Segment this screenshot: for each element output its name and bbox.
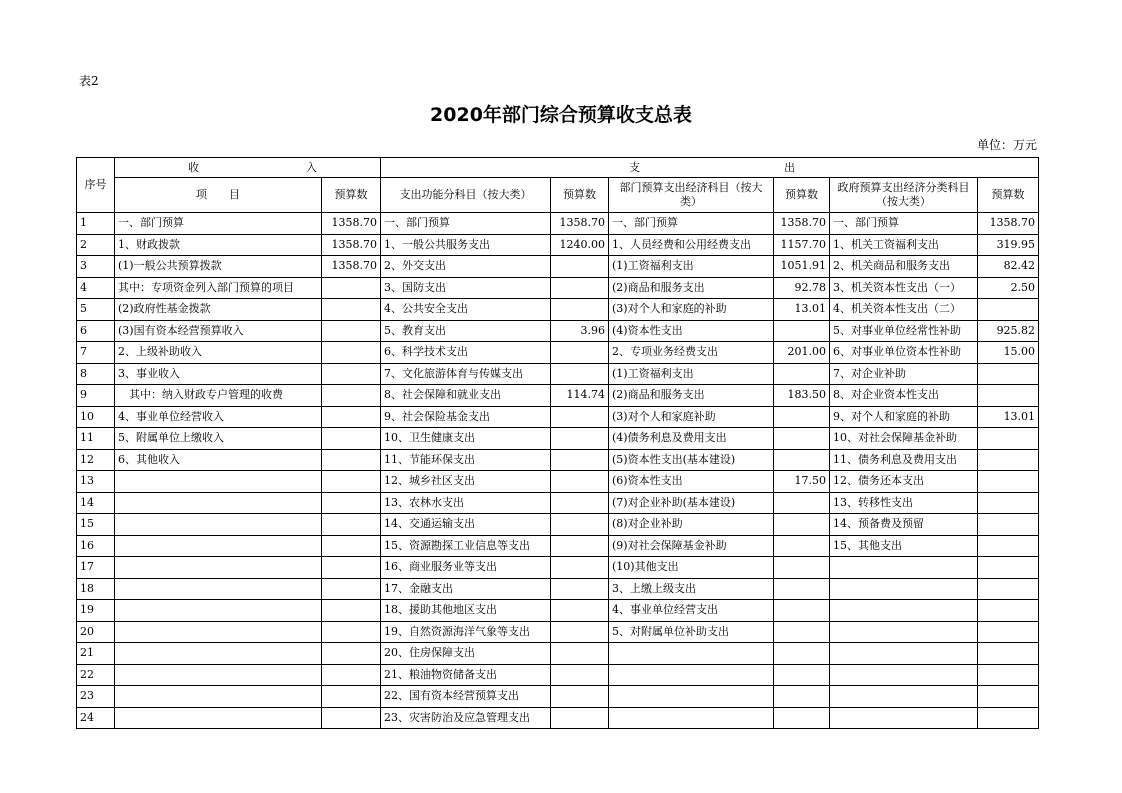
gov-budget-cell (978, 707, 1039, 729)
gov-econ-cell: 2、机关商品和服务支出 (830, 256, 978, 278)
gov-budget-cell (978, 578, 1039, 600)
func-budget-cell (551, 406, 609, 428)
dept-budget-cell (774, 535, 830, 557)
dept-budget-cell (774, 514, 830, 536)
func-budget-cell (551, 277, 609, 299)
seq-cell: 1 (77, 213, 115, 235)
func-budget-cell (551, 428, 609, 450)
income-item-cell: 2、上级补助收入 (115, 342, 322, 364)
gov-budget-cell: 15.00 (978, 342, 1039, 364)
gov-econ-cell (830, 600, 978, 622)
dept-econ-cell: (4)债务利息及费用支出 (609, 428, 774, 450)
income-item-cell: 其中：专项资金列入部门预算的项目 (115, 277, 322, 299)
dept-econ-cell: (10)其他支出 (609, 557, 774, 579)
func-budget-cell: 1240.00 (551, 234, 609, 256)
income-item-cell: 5、附属单位上缴收入 (115, 428, 322, 450)
dept-econ-cell: (5)资本性支出(基本建设) (609, 449, 774, 471)
dept-budget-cell (774, 363, 830, 385)
page-title: 2020年部门综合预算收支总表 (430, 104, 692, 126)
seq-cell: 10 (77, 406, 115, 428)
func-budget-cell (551, 299, 609, 321)
func-class-cell: 15、资源勘探工业信息等支出 (381, 535, 551, 557)
func-class-cell: 1、一般公共服务支出 (381, 234, 551, 256)
header-dept-econ: 部门预算支出经济科目（按大类） (609, 178, 774, 213)
income-budget-cell: 1358.70 (322, 213, 381, 235)
gov-econ-cell: 10、对社会保障基金补助 (830, 428, 978, 450)
income-budget-cell (322, 385, 381, 407)
gov-budget-cell (978, 514, 1039, 536)
income-budget-cell (322, 320, 381, 342)
func-budget-cell (551, 643, 609, 665)
dept-econ-cell: (3)对个人和家庭补助 (609, 406, 774, 428)
income-item-cell: 其中：纳入财政专户管理的收费 (115, 385, 322, 407)
seq-cell: 22 (77, 664, 115, 686)
dept-econ-cell (609, 664, 774, 686)
income-budget-cell (322, 621, 381, 643)
seq-cell: 24 (77, 707, 115, 729)
table-row (77, 299, 1039, 321)
dept-budget-cell (774, 600, 830, 622)
func-budget-cell (551, 363, 609, 385)
income-item-cell (115, 600, 322, 622)
table-row (77, 277, 1039, 299)
table-row (77, 621, 1039, 643)
dept-budget-cell (774, 557, 830, 579)
seq-cell: 2 (77, 234, 115, 256)
income-budget-cell (322, 707, 381, 729)
dept-econ-cell: (6)资本性支出 (609, 471, 774, 493)
seq-cell: 19 (77, 600, 115, 622)
gov-budget-cell: 13.01 (978, 406, 1039, 428)
dept-econ-cell: (2)商品和服务支出 (609, 385, 774, 407)
gov-budget-cell (978, 621, 1039, 643)
table-row (77, 363, 1039, 385)
gov-budget-cell (978, 664, 1039, 686)
dept-budget-cell: 13.01 (774, 299, 830, 321)
table-row (77, 213, 1039, 235)
income-budget-cell (322, 643, 381, 665)
income-item-cell: (1)一般公共预算拨款 (115, 256, 322, 278)
func-budget-cell (551, 707, 609, 729)
income-budget-cell (322, 277, 381, 299)
seq-cell: 13 (77, 471, 115, 493)
table-row (77, 385, 1039, 407)
seq-cell: 9 (77, 385, 115, 407)
gov-econ-cell (830, 664, 978, 686)
dept-budget-cell (774, 643, 830, 665)
func-budget-cell (551, 535, 609, 557)
table-row (77, 514, 1039, 536)
header-seq: 序号 (77, 158, 115, 213)
dept-econ-cell: 3、上缴上级支出 (609, 578, 774, 600)
gov-budget-cell: 319.95 (978, 234, 1039, 256)
seq-cell: 23 (77, 686, 115, 708)
dept-budget-cell: 201.00 (774, 342, 830, 364)
gov-budget-cell (978, 471, 1039, 493)
income-item-cell: (3)国有资本经营预算收入 (115, 320, 322, 342)
income-budget-cell (322, 514, 381, 536)
header-func-class: 支出功能分科目（按大类） (381, 178, 551, 213)
income-budget-cell (322, 535, 381, 557)
gov-budget-cell (978, 643, 1039, 665)
func-budget-cell (551, 471, 609, 493)
seq-cell: 5 (77, 299, 115, 321)
gov-econ-cell: 15、其他支出 (830, 535, 978, 557)
dept-budget-cell (774, 428, 830, 450)
gov-budget-cell: 2.50 (978, 277, 1039, 299)
income-budget-cell (322, 557, 381, 579)
dept-budget-cell (774, 449, 830, 471)
seq-cell: 7 (77, 342, 115, 364)
budget-table (76, 157, 1039, 729)
header-row-columns (77, 178, 1039, 213)
dept-econ-cell: 2、专项业务经费支出 (609, 342, 774, 364)
income-budget-cell (322, 492, 381, 514)
gov-budget-cell (978, 600, 1039, 622)
gov-budget-cell (978, 299, 1039, 321)
gov-econ-cell: 3、机关资本性支出（一） (830, 277, 978, 299)
dept-econ-cell: 5、对附属单位补助支出 (609, 621, 774, 643)
seq-cell: 21 (77, 643, 115, 665)
header-income-right: 入 (306, 160, 317, 174)
table-row (77, 686, 1039, 708)
header-income-group (115, 158, 381, 178)
func-class-cell: 22、国有资本经营预算支出 (381, 686, 551, 708)
income-budget-cell (322, 471, 381, 493)
func-class-cell: 23、灾害防治及应急管理支出 (381, 707, 551, 729)
func-class-cell: 7、文化旅游体育与传媒支出 (381, 363, 551, 385)
gov-budget-cell (978, 557, 1039, 579)
func-class-cell: 13、农林水支出 (381, 492, 551, 514)
func-class-cell: 11、节能环保支出 (381, 449, 551, 471)
gov-budget-cell (978, 428, 1039, 450)
income-item-cell: 1、财政拨款 (115, 234, 322, 256)
dept-budget-cell (774, 686, 830, 708)
gov-budget-cell (978, 363, 1039, 385)
income-item-cell (115, 492, 322, 514)
seq-cell: 6 (77, 320, 115, 342)
func-budget-cell (551, 578, 609, 600)
gov-budget-cell: 925.82 (978, 320, 1039, 342)
gov-econ-cell: 一、部门预算 (830, 213, 978, 235)
dept-budget-cell (774, 578, 830, 600)
seq-cell: 16 (77, 535, 115, 557)
header-budget-2: 预算数 (551, 178, 609, 213)
header-income-left: 收 (188, 160, 199, 174)
dept-econ-cell: 一、部门预算 (609, 213, 774, 235)
func-class-cell: 19、自然资源海洋气象等支出 (381, 621, 551, 643)
income-budget-cell (322, 342, 381, 364)
income-item-cell (115, 707, 322, 729)
gov-econ-cell (830, 621, 978, 643)
table-row (77, 557, 1039, 579)
func-class-cell: 12、城乡社区支出 (381, 471, 551, 493)
seq-cell: 8 (77, 363, 115, 385)
income-budget-cell (322, 428, 381, 450)
income-budget-cell: 1358.70 (322, 234, 381, 256)
gov-econ-cell: 5、对事业单位经常性补助 (830, 320, 978, 342)
func-budget-cell (551, 449, 609, 471)
table-row (77, 320, 1039, 342)
table-row (77, 492, 1039, 514)
func-budget-cell (551, 342, 609, 364)
table-row (77, 342, 1039, 364)
gov-econ-cell: 9、对个人和家庭的补助 (830, 406, 978, 428)
func-budget-cell (551, 664, 609, 686)
dept-budget-cell (774, 492, 830, 514)
func-class-cell: 4、公共安全支出 (381, 299, 551, 321)
gov-econ-cell: 4、机关资本性支出（二） (830, 299, 978, 321)
dept-econ-cell: 4、事业单位经营支出 (609, 600, 774, 622)
dept-budget-cell: 17.50 (774, 471, 830, 493)
func-budget-cell (551, 256, 609, 278)
header-budget-3: 预算数 (774, 178, 830, 213)
func-class-cell: 17、金融支出 (381, 578, 551, 600)
header-item: 项 目 (115, 178, 322, 213)
func-class-cell: 18、援助其他地区支出 (381, 600, 551, 622)
dept-econ-cell: (1)工资福利支出 (609, 256, 774, 278)
func-budget-cell (551, 621, 609, 643)
table-row (77, 664, 1039, 686)
table-row (77, 449, 1039, 471)
income-item-cell (115, 664, 322, 686)
gov-budget-cell: 82.42 (978, 256, 1039, 278)
income-item-cell: 6、其他收入 (115, 449, 322, 471)
dept-budget-cell (774, 664, 830, 686)
func-class-cell: 16、商业服务业等支出 (381, 557, 551, 579)
header-gov-econ: 政府预算支出经济分类科目（按大类） (830, 178, 978, 213)
seq-cell: 17 (77, 557, 115, 579)
seq-cell: 12 (77, 449, 115, 471)
income-item-cell: 一、部门预算 (115, 213, 322, 235)
func-class-cell: 21、粮油物资储备支出 (381, 664, 551, 686)
table-row (77, 256, 1039, 278)
table-row (77, 428, 1039, 450)
income-budget-cell (322, 686, 381, 708)
income-item-cell: (2)政府性基金拨款 (115, 299, 322, 321)
income-item-cell (115, 535, 322, 557)
table-row (77, 406, 1039, 428)
dept-budget-cell: 92.78 (774, 277, 830, 299)
seq-cell: 18 (77, 578, 115, 600)
dept-budget-cell: 1051.91 (774, 256, 830, 278)
gov-econ-cell (830, 707, 978, 729)
header-expense-group (381, 158, 1039, 178)
func-class-cell: 9、社会保险基金支出 (381, 406, 551, 428)
dept-econ-cell: (9)对社会保障基金补助 (609, 535, 774, 557)
func-budget-cell (551, 600, 609, 622)
income-item-cell (115, 621, 322, 643)
dept-econ-cell (609, 686, 774, 708)
gov-econ-cell: 13、转移性支出 (830, 492, 978, 514)
income-budget-cell (322, 578, 381, 600)
seq-cell: 14 (77, 492, 115, 514)
func-budget-cell: 114.74 (551, 385, 609, 407)
dept-budget-cell (774, 621, 830, 643)
dept-econ-cell (609, 707, 774, 729)
gov-econ-cell: 11、债务利息及费用支出 (830, 449, 978, 471)
seq-cell: 15 (77, 514, 115, 536)
dept-budget-cell: 1157.70 (774, 234, 830, 256)
income-item-cell (115, 686, 322, 708)
income-budget-cell (322, 600, 381, 622)
dept-econ-cell: (4)资本性支出 (609, 320, 774, 342)
gov-econ-cell (830, 643, 978, 665)
header-budget-1: 预算数 (322, 178, 381, 213)
income-budget-cell (322, 299, 381, 321)
income-item-cell (115, 643, 322, 665)
income-budget-cell (322, 406, 381, 428)
dept-econ-cell: (3)对个人和家庭的补助 (609, 299, 774, 321)
income-budget-cell (322, 363, 381, 385)
func-budget-cell (551, 557, 609, 579)
func-class-cell: 6、科学技术支出 (381, 342, 551, 364)
gov-econ-cell: 7、对企业补助 (830, 363, 978, 385)
income-budget-cell (322, 664, 381, 686)
func-budget-cell (551, 492, 609, 514)
table-row (77, 578, 1039, 600)
func-budget-cell: 1358.70 (551, 213, 609, 235)
func-class-cell: 14、交通运输支出 (381, 514, 551, 536)
dept-econ-cell: (2)商品和服务支出 (609, 277, 774, 299)
func-class-cell: 5、教育支出 (381, 320, 551, 342)
dept-econ-cell: (8)对企业补助 (609, 514, 774, 536)
gov-budget-cell: 1358.70 (978, 213, 1039, 235)
dept-econ-cell: (1)工资福利支出 (609, 363, 774, 385)
gov-budget-cell (978, 686, 1039, 708)
dept-econ-cell: 1、人员经费和公用经费支出 (609, 234, 774, 256)
gov-econ-cell: 14、预备费及预留 (830, 514, 978, 536)
func-class-cell: 10、卫生健康支出 (381, 428, 551, 450)
seq-cell: 3 (77, 256, 115, 278)
gov-econ-cell (830, 578, 978, 600)
table-row (77, 234, 1039, 256)
header-expense-left: 支 (629, 160, 640, 174)
income-item-cell (115, 471, 322, 493)
gov-econ-cell (830, 557, 978, 579)
func-budget-cell (551, 514, 609, 536)
income-item-cell (115, 514, 322, 536)
func-budget-cell: 3.96 (551, 320, 609, 342)
func-class-cell: 20、住房保障支出 (381, 643, 551, 665)
dept-budget-cell (774, 406, 830, 428)
gov-econ-cell: 6、对事业单位资本性补助 (830, 342, 978, 364)
income-budget-cell: 1358.70 (322, 256, 381, 278)
income-item-cell (115, 557, 322, 579)
gov-econ-cell: 1、机关工资福利支出 (830, 234, 978, 256)
seq-cell: 20 (77, 621, 115, 643)
func-budget-cell (551, 686, 609, 708)
table-row (77, 707, 1039, 729)
table-row (77, 643, 1039, 665)
unit-label: 单位：万元 (976, 138, 1037, 152)
table-row (77, 471, 1039, 493)
income-budget-cell (322, 449, 381, 471)
dept-budget-cell: 1358.70 (774, 213, 830, 235)
header-row-groups (77, 158, 1039, 178)
gov-econ-cell: 12、债务还本支出 (830, 471, 978, 493)
gov-econ-cell: 8、对企业资本性支出 (830, 385, 978, 407)
gov-budget-cell (978, 535, 1039, 557)
func-class-cell: 8、社会保障和就业支出 (381, 385, 551, 407)
func-class-cell: 一、部门预算 (381, 213, 551, 235)
table-row (77, 600, 1039, 622)
gov-budget-cell (978, 449, 1039, 471)
dept-budget-cell (774, 320, 830, 342)
gov-budget-cell (978, 492, 1039, 514)
dept-econ-cell: (7)对企业补助(基本建设) (609, 492, 774, 514)
dept-budget-cell (774, 707, 830, 729)
dept-econ-cell (609, 643, 774, 665)
income-item-cell (115, 578, 322, 600)
header-expense-right: 出 (784, 160, 796, 174)
gov-econ-cell (830, 686, 978, 708)
seq-cell: 4 (77, 277, 115, 299)
func-class-cell: 2、外交支出 (381, 256, 551, 278)
func-class-cell: 3、国防支出 (381, 277, 551, 299)
income-item-cell: 3、事业收入 (115, 363, 322, 385)
table-row (77, 535, 1039, 557)
header-budget-4: 预算数 (978, 178, 1039, 213)
gov-budget-cell (978, 385, 1039, 407)
seq-cell: 11 (77, 428, 115, 450)
income-item-cell: 4、事业单位经营收入 (115, 406, 322, 428)
sheet-label: 表2 (79, 74, 99, 88)
dept-budget-cell: 183.50 (774, 385, 830, 407)
